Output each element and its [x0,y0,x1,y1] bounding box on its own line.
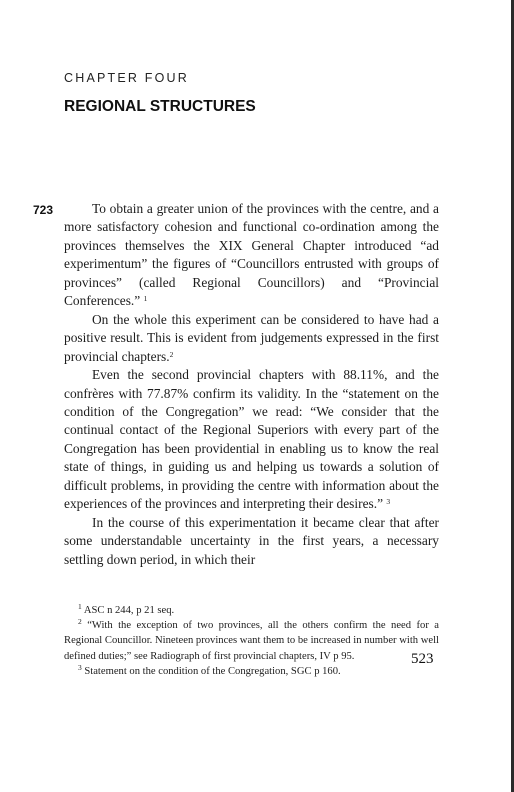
footnote-reference: 2 [169,349,174,359]
paragraph-text: Even the second provincial chapters with 88.11%, and the confrères with 77.87% confirm its validity. In the “statement on the condition of the Congregation” we read: “We consider that the continual contact of the Regional Superiors with every part of the Congregation has been providential in enabling us to know the real state of things, in guiding us and helping us towards a solution of difficult problems, in providing the centre with information about the experiences of the provinces and interpreting their desires.” [64,367,439,512]
footnote-1 [64,603,439,618]
chapter-title: REGIONAL STRUCTURES [64,98,256,115]
footnote-reference: 1 [143,294,148,304]
paragraph-3 [64,366,439,514]
footnote-marker: 2 [78,617,82,627]
footnote-3 [64,664,439,679]
footnote-text: “With the exception of two provinces, all the others confirm the need for a Regional Councillor. Nineteen provinces want them to be increased in number with well defined duties;” see Radiograph of first provincial chapters, IV p 95. [64,620,439,662]
footnote-text: Statement on the condition of the Congregation, SGC p 160. [81,665,341,677]
footnote-marker: 3 [78,662,82,672]
margin-paragraph-number: 723 [33,203,54,217]
chapter-label: CHAPTER FOUR [64,71,190,85]
footnote-reference: 3 [386,497,391,507]
paragraph-text: On the whole this experiment can be considered to have had a positive result. This is evident from judgements expressed in the first provincial chapters. [64,311,439,364]
paragraph-4 [64,514,439,569]
footnote-text: ASC n 244, p 21 seq. [81,605,175,616]
paragraph-2 [64,311,439,366]
page-number: 523 [411,651,434,667]
paragraph-text: To obtain a greater union of the provinces with the centre, and a more satisfactory cohesion and functional co-ordination among the provinces themselves the XIX General Chapter introduced “ad experimentum” the figures of “Councillors entrusted with groups of provinces” (called Regional Councillors) and “Provincial Conferences.” [64,201,439,309]
footnote-marker: 1 [78,602,82,611]
paragraph-text: In the course of this experimentation it became clear that after some understandable uncertainty in the first years, a necessary settling down period, in which their [64,514,439,567]
body-text [64,200,439,569]
footnote-2 [64,618,439,664]
paragraph-1 [64,200,439,311]
footnotes [64,603,439,679]
